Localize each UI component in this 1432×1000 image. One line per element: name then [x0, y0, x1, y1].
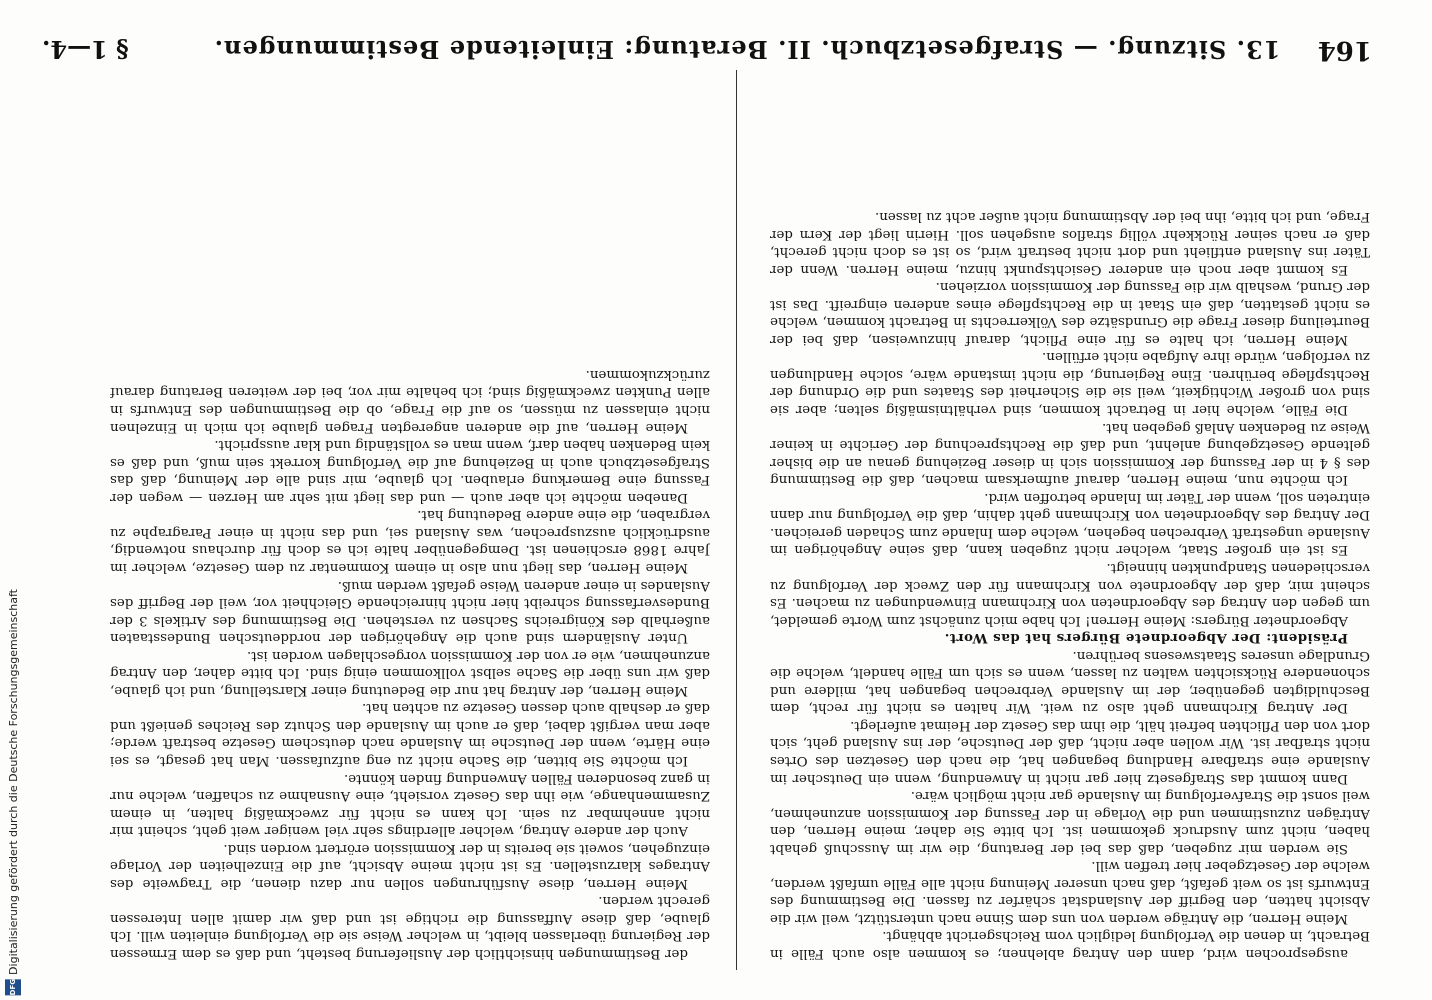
paragraph: Ich möchte nun, meine Herren, darauf aufmerksam machen, daß die Bestimmung des § 4 in der Fassung der Kommission sich in dieser Beziehung genau an die bisher geltende Gesetzgebung anlehnt, und daß die Rechtsprechung der Gerichte in keiner Weise zu Bedenken Anlaß gegeben hat. — [770, 419, 1370, 488]
paragraph: Auch der andere Antrag, welcher allerdings sehr viel weniger weit geht, scheint mir nicht annehmbar zu sein. Ich kann es nicht für zweckmäßig halten, in einem Zusammenhange, wie ihn das Gesetz vorsieht, eine Ausnahme zu schaffen, welche nur in ganz besonderen Fällen Anwendung finden könnte. — [110, 770, 710, 839]
paragraph: Es kommt aber noch ein anderer Gesichtspunkt hinzu, meine Herren. Wenn der Täter ins Ausland entflieht und dort nicht bestraft wird, so ist es doch nicht gerecht, daß er nach seiner Rückkehr völlig straflos ausgehen soll. Hierin liegt der Kern der Frage, und ich bitte, ihn bei der Abstimmung nicht außer acht zu lassen. — [770, 209, 1370, 277]
section-reference: § 1—4. — [42, 35, 129, 65]
right-text-column — [110, 82, 710, 962]
digitization-credit: Digitalisierung gefördert durch die Deutsche Forschungsgemeinschaft — [6, 588, 20, 975]
digitization-note — [2, 588, 24, 995]
paragraph: Meine Herren, der Antrag hat nur die Bedeutung einer Klarstellung, und ich glaube, daß wir uns über die Sache selbst vollkommen einig sind. Ich bitte daher, den Antrag anzunehmen, wie er von der Kommission vorgeschlagen worden ist. — [110, 647, 710, 698]
paragraph: Es ist ein großer Staat, welcher nicht zugeben kann, daß seine Angehörigen im Auslande ungestraft Verbrechen begehen, welche dem Inlande zum Schaden gereichen. Der Antrag des Abgeordneten von Kirchmann geht dahin, daß die Verfolgung nur dann eintreten soll, wenn der Täter im Inlande betroffen wird. — [770, 489, 1370, 558]
paragraph: Meine Herren, auf die anderen angeregten Fragen glaube ich mich in Einzelnen nicht einlassen zu müssen, so auf die Frage, ob die Bestimmungen des Entwurfs in allen Punkten zweckmäßig sind; ich behalte mir vor, bei der weiteren Beratung darauf zurückzukommen. — [110, 366, 710, 435]
dfg-logo-icon: DFG — [5, 979, 21, 995]
paragraph: ausgesprochen wird, dann den Antrag ablehnen; es kommen also auch Fälle in Betracht, in denen die Verfolgung lediglich vom Reichsgericht abhängt. — [770, 928, 1370, 961]
paragraph: Der Antrag Kirchmann geht also zu weit. Wir halten es nicht für recht, dem Beschuldigten gegenüber, der im Auslande Verbrechen begangen hat, mildere und schonendere Rücksichten walten zu lassen, wenn es sich um Fälle handelt, welche die Grundlage unseres Staatswesens berühren. — [770, 647, 1370, 716]
page-number: 164 — [1317, 35, 1372, 65]
paragraph: Sie werden mir zugeben, daß das bei der Beratung, die wir im Ausschuß gehabt haben, nicht zum Ausdruck gekommen ist. Ich bitte Sie daher, meine Herren, den Anträgen zuzustimmen und die Vorlage in der Fassung der Kommission anzunehmen, weil sonst die Strafverfolgung im Auslande gar nicht möglich wäre. — [770, 788, 1370, 856]
paragraph: Meine Herren, ich halte es für eine Pflicht, darauf hinzuweisen, daß bei der Beurteilung dieser Frage die Grundsätze des Völkerrechts in Betracht kommen, welche es nicht gestatten, daß ein Staat in die Rechtspflege eines anderen eingreift. Das ist der Grund, weshalb wir die Fassung der Kommission vorziehen. — [770, 279, 1370, 347]
paragraph: Ich möchte Sie bitten, die Sache nicht zu eng aufzufassen. Man hat gesagt, es sei eine Härte, wenn der Deutsche im Auslande nach deutschem Gesetze bestraft werde; aber man vergißt dabei, daß er auch im Auslande den Schutz des Reiches genießt und daß er deshalb auch dessen Gesetze zu achten hat. — [110, 700, 710, 768]
paragraph: Die Fälle, welche hier in Betracht kommen, sind verhältnismäßig selten; aber sie sind von großer Wichtigkeit, weil sie die Sicherheit des Staates und die Ordnung der Rechtspflege berühren. Eine Regierung, die nicht imstande wäre, solche Handlungen zu verfolgen, würde ihre Aufgabe nicht erfüllen. — [770, 349, 1370, 418]
paragraph: Abgeordneter Bürgers: Meine Herren! Ich habe mich zunächst zum Worte gemeldet, um gegen den Antrag des Abgeordneten von Kirchmann Einwendungen zu machen. Es scheint mir, daß der Abgeordnete von Kirchmann für den Zweck der Verfolgung zu verschiedenen Standpunkten hinneigt. — [770, 559, 1370, 628]
paragraph: Daneben möchte ich aber auch — und das liegt mit sehr am Herzen — wegen der Fassung eine Bemerkung erlauben. Ich glaube, mir sind alle der Meinung, daß das Strafgesetzbuch auch in Beziehung auf die Verfolgung korrekt sein muß, und daß es kein Bedenken haben darf, wenn man es vollständig und klar ausspricht. — [110, 437, 710, 505]
paragraph: Meine Herren, diese Ausführungen sollen nur dazu dienen, die Tragweite des Antrages klarzustellen. Es ist nicht meine Absicht, auf die Einzelheiten der Vorlage einzugehen, soweit sie bereits in der Kommission erörtert worden sind. — [110, 840, 710, 891]
paragraph: Meine Herren, das liegt nun also in einem Kommentar zu dem Gesetze, welcher im Jahre 1868 erschienen ist. Demgegenüber halte ich es doch für durchaus notwendig, ausdrücklich auszusprechen, was Ausland sei, und das nicht in einer Paragraphe zu vergraben, die eine andere Bedeutung hat. — [110, 507, 710, 575]
paragraph: Meine Herren, die Anträge werden von uns dem Sinne nach unterstützt, weil wir die Absicht hatten, den Begriff der Auslandstat schärfer zu fassen. Die Bestimmung des Entwurfs ist so weit gefaßt, daß nach unserer Meinung nicht alle Fälle umfaßt werden, welche der Gesetzgeber hier treffen will. — [770, 858, 1370, 926]
speaker-paragraph: Präsident: Der Abgeordnete Bürgers hat das Wort. — [944, 630, 1348, 647]
paragraph: Unter Ausländern sind auch die Angehörigen der norddeutschen Bundesstaaten außerhalb des Königreichs Sachsen zu verstehen. Die Bestimmung des Artikels 3 der Bundesverfassung schreibt hier nicht hinreichende Gleichheit vor, weil der Begriff des Auslandes in einer anderen Weise gefaßt werden muß. — [110, 577, 710, 646]
paragraph: der Bestimmungen hinsichtlich der Auslieferung besteht, und daß es dem Ermessen der Regierung überlassen bleibt, in welcher Weise sie die Verfolgung einleiten will. Ich glaube, daß diese Auffassung die richtige ist und daß wir damit allen Interessen gerecht werden. — [110, 893, 710, 961]
left-text-column — [770, 82, 1370, 962]
paragraph: Dann kommt das Strafgesetz hier gar nicht in Anwendung, wenn ein Deutscher im Auslande eine strafbare Handlung begangen hat, die nach den Gesetzen des Ortes nicht strafbar ist. Wir wollen aber nicht, daß der Deutsche, der ins Ausland geht, sich dort von den Pflichten befreit hält, die ihm das Gesetz der Heimat auferlegt. — [770, 717, 1370, 786]
page-header — [42, 30, 1372, 70]
running-title: 13. Sitzung. — Strafgesetzbuch. II. Beratung: Einleitende Bestimmungen. — [213, 35, 1281, 65]
column-divider — [736, 70, 737, 970]
